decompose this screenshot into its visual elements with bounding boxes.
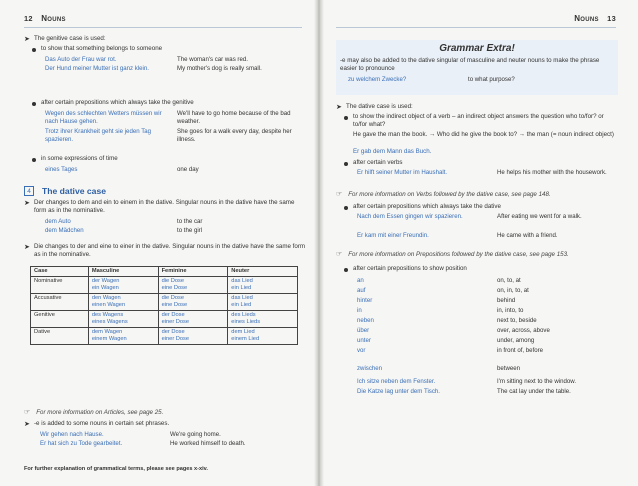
page-number: 13 (607, 14, 616, 23)
case-table (30, 266, 298, 345)
example-english: He worked himself to death. (170, 440, 246, 447)
arrow-bullet-icon: ➤ (24, 200, 30, 207)
example-group (357, 213, 617, 243)
table-cell: Genitive (31, 311, 89, 328)
preposition-english: in front of, before (497, 347, 544, 354)
example-english: After eating we went for a walk. (497, 213, 582, 220)
example-german: Trotz ihrer Krankheit geht sie jeden Tag spazieren. (45, 128, 152, 144)
example-german: dem Mädchen (45, 227, 84, 234)
left-page-header (24, 14, 66, 23)
preposition-german: unter (357, 337, 371, 344)
preposition-english: next to, beside (497, 317, 537, 324)
example-group (45, 166, 305, 176)
table-cell: die Dose eine Dose (158, 277, 228, 294)
example-english: I'm sitting next to the window. (497, 378, 577, 385)
example-english: The cat lay under the table. (497, 388, 571, 395)
table-cell: Nominative (31, 277, 89, 294)
example-english: He helps his mother with the housework. (497, 169, 607, 176)
cross-reference-note: ☞ For more information on Verbs followed by the dative case, see page 148. (336, 191, 551, 198)
example-group (40, 431, 305, 449)
bullet-icon (344, 268, 348, 272)
table-row (31, 311, 298, 328)
table-cell: die Dose eine Dose (158, 294, 228, 311)
bullet-icon (344, 116, 348, 120)
genitive-intro: The genitive case is used: (34, 35, 106, 42)
header-title: Nouns (41, 14, 66, 23)
example-group (45, 218, 305, 236)
example-german: Wir gehen nach Hause. (40, 431, 104, 438)
preposition-english: in, into, to (497, 307, 524, 314)
example-group (45, 56, 305, 82)
table-cell: das Lied ein Lied (228, 277, 298, 294)
page-number: 12 (24, 14, 33, 23)
cross-reference-note: ☞ For more information on Prepositions followed by the dative case, see page 153. (336, 251, 569, 258)
table-header-row (31, 267, 298, 277)
table-cell: des Lieds eines Lieds (228, 311, 298, 328)
preposition-english: under, among (497, 337, 535, 344)
table-cell: Dative (31, 328, 89, 345)
header-rule (336, 27, 616, 28)
example-english: one day (177, 166, 199, 173)
grammar-extra-box (336, 40, 618, 95)
e-added-intro: -e is added to some nouns in certain set phrases. (34, 420, 170, 427)
example-english: We're going home. (170, 431, 221, 438)
example-german: Nach dem Essen gingen wir spazieren. (357, 213, 463, 220)
header-rule (24, 27, 302, 28)
example-english: to the car (177, 218, 203, 225)
preposition-german: zwischen (357, 365, 383, 372)
arrow-bullet-icon: ➤ (24, 421, 30, 428)
example-german: Das Auto der Frau war rot. (45, 56, 117, 63)
preposition-german: in (357, 307, 362, 314)
example-german: Ich sitze neben dem Fenster. (357, 378, 436, 385)
grammar-extra-title: Grammar Extra! (439, 43, 515, 54)
preposition-english: on, to, at (497, 277, 521, 284)
bullet-icon (344, 162, 348, 166)
example-group (357, 169, 617, 187)
column-header: Feminine (158, 267, 228, 277)
preposition-german: auf (357, 287, 366, 294)
example-german: Er hat sich zu Tode gearbeitet. (40, 440, 123, 447)
preposition-german: neben (357, 317, 374, 324)
genitive-bullet-3: in some expressions of time (41, 155, 118, 162)
table-cell: dem Wagen einem Wagen (88, 328, 158, 345)
example-english: He came with a friend. (497, 232, 558, 239)
preposition-english: between (497, 365, 521, 372)
column-header: Neuter (228, 267, 298, 277)
example-group (348, 76, 608, 86)
table-cell: dem Lied einem Lied (228, 328, 298, 345)
hand-pointer-icon: ☞ (336, 251, 343, 258)
preposition-german: vor (357, 347, 366, 354)
example-english: The woman's car was red. (177, 56, 248, 63)
preposition-english: on, in, to, at (497, 287, 529, 294)
dative-bullet-4: after certain prepositions to show position (353, 265, 467, 272)
example-english: We'll have to go home because of the bad weather. (177, 110, 291, 126)
example-english: to the girl (177, 227, 203, 234)
hand-pointer-icon: ☞ (24, 409, 31, 416)
example-german: Er hilft seiner Mutter im Haushalt. (357, 169, 448, 176)
bullet-icon (32, 158, 36, 162)
arrow-bullet-icon: ➤ (24, 36, 30, 43)
dative-paragraph-2: Die changes to der and eine to einer in the dative. Singular nouns in the dative have the same form as in the nominative. (34, 243, 306, 259)
table-cell: der Wagen ein Wagen (88, 277, 158, 294)
bullet-icon (344, 206, 348, 210)
example-german: eines Tages (45, 166, 78, 173)
dative-bullet-3: after certain prepositions which always take the dative (353, 203, 501, 210)
table-cell: das Lied ein Lied (228, 294, 298, 311)
example-german: Der Hund meiner Mutter ist ganz klein. (45, 65, 149, 72)
right-page (320, 0, 638, 486)
grammar-extra-text: -e may also be added to the dative singular of masculine and neuter nouns to make the phrase easier to pronounce (340, 57, 600, 73)
column-header: Case (31, 267, 89, 277)
preposition-german: hinter (357, 297, 373, 304)
table-row (31, 277, 298, 294)
example-german: Er kam mit einer Freundin. (357, 232, 429, 239)
column-header: Masculine (88, 267, 158, 277)
example-german: dem Auto (45, 218, 71, 225)
cross-reference-note: ☞ For more information on Articles, see page 25. (24, 409, 164, 416)
hand-pointer-icon: ☞ (336, 191, 343, 198)
table-cell: den Wagen einen Wagen (88, 294, 158, 311)
right-page-header (574, 14, 616, 23)
arrow-bullet-icon: ➤ (336, 104, 342, 111)
genitive-bullet-1: to show that something belongs to someone (41, 45, 163, 52)
header-title: Nouns (574, 14, 599, 23)
example-german: Er gab dem Mann das Buch. (353, 148, 432, 155)
example-english: My mother's dog is really small. (177, 65, 262, 72)
example-group (45, 110, 305, 152)
table-row (31, 328, 298, 345)
example-german: Wegen des schlechten Wetters müssen wir nach Hause gehen. (45, 110, 162, 126)
example-german: Die Katze lag unter dem Tisch. (357, 388, 440, 395)
example-german: zu welchem Zwecke? (348, 76, 407, 83)
dative-bullet-2: after certain verbs (353, 159, 403, 166)
preposition-german: über (357, 327, 370, 334)
example-english: to what purpose? (468, 76, 515, 83)
section-title: The dative case (42, 186, 107, 196)
table-cell: Accusative (31, 294, 89, 311)
bullet-icon (32, 102, 36, 106)
table-cell: der Dose einer Dose (158, 311, 228, 328)
genitive-bullet-2: after certain prepositions which always take the genitive (41, 99, 194, 106)
preposition-english: behind (497, 297, 516, 304)
page-footer: For further explanation of grammatical terms, please see pages x-xiv. (24, 466, 208, 472)
dative-bullet-1-explanation: He gave the man the book. → Who did he give the book to? → the man (= noun indirect object) (353, 131, 614, 138)
arrow-bullet-icon: ➤ (24, 244, 30, 251)
bullet-icon (32, 48, 36, 52)
dative-bullet-1: to show the indirect object of a verb – an indirect object answers the question who to/for? or to/for what? (353, 113, 604, 129)
table-row (31, 294, 298, 311)
example-english: She goes for a walk every day, despite her illness. (177, 128, 292, 144)
dative-intro: The dative case is used: (346, 103, 413, 110)
left-page (0, 0, 318, 486)
preposition-german: an (357, 277, 364, 284)
preposition-english: over, across, above (497, 327, 550, 334)
book-gutter (314, 0, 324, 486)
table-cell: des Wagens eines Wagens (88, 311, 158, 328)
table-cell: der Dose einer Dose (158, 328, 228, 345)
dative-paragraph-1: Der changes to dem and ein to einem in the dative. Singular nouns in the dative have the same form as in the nominative. (34, 199, 295, 215)
example-group (357, 378, 617, 398)
section-number: 4 (24, 186, 34, 196)
